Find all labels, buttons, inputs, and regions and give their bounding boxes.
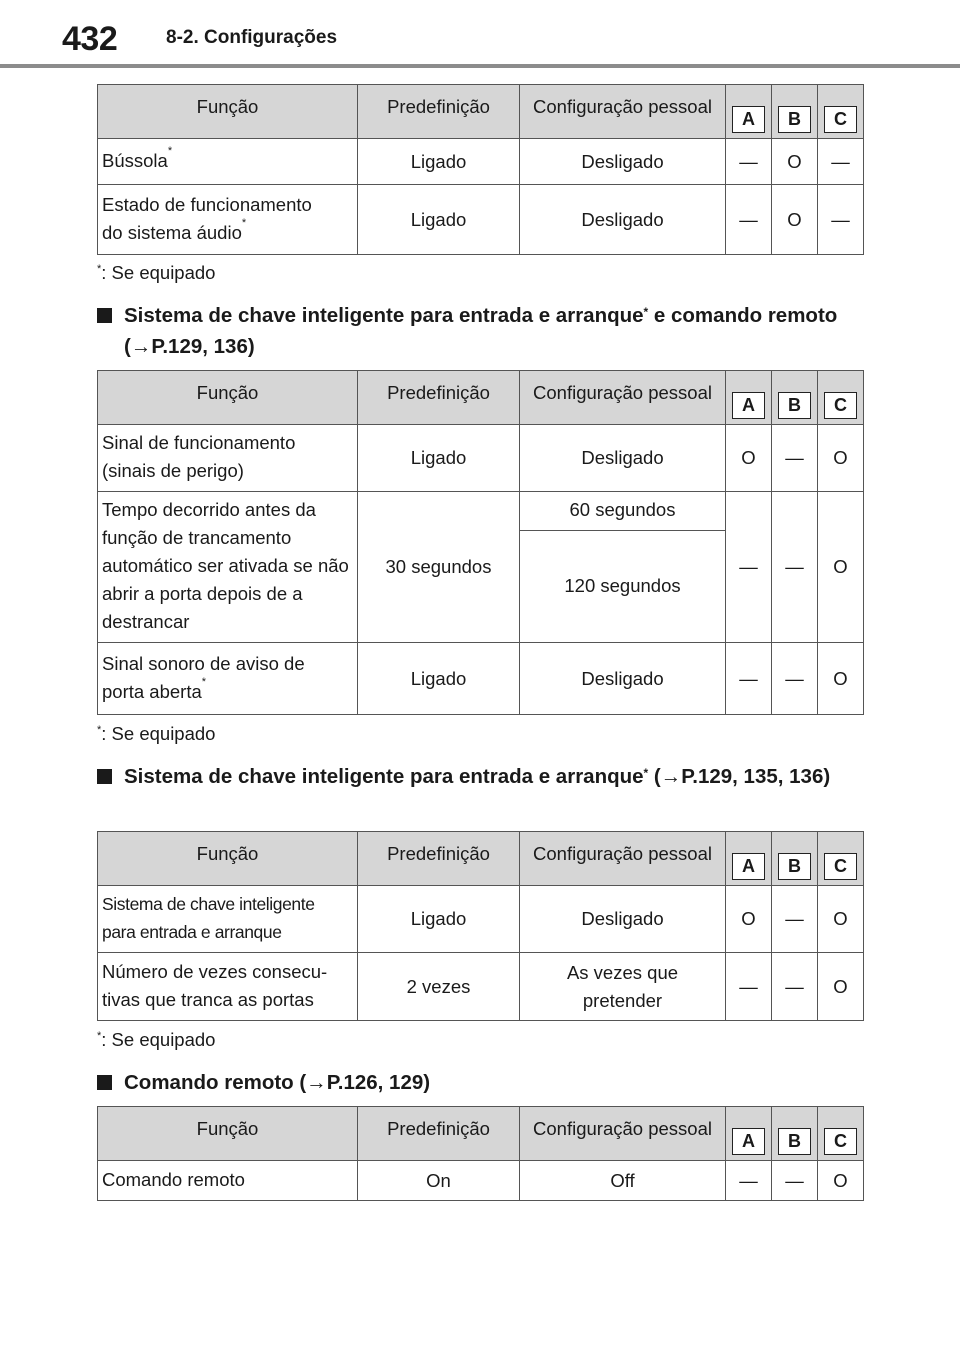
cell-a: —	[726, 492, 772, 643]
cell-configuracao: Desligado	[520, 139, 726, 185]
column-header-b: B	[772, 832, 818, 886]
cell-funcao: Sinal sonoro de aviso de porta aberta*	[98, 643, 358, 715]
column-header-a	[726, 85, 772, 139]
table-header-row	[98, 832, 864, 886]
cell-b: —	[772, 886, 818, 953]
column-header-predefinicao: Predefinição	[358, 832, 520, 886]
square-bullet-icon	[97, 308, 112, 323]
cell-c: —	[818, 185, 864, 255]
cell-configuracao: Desligado	[520, 425, 726, 492]
cell-funcao: Tempo decorrido antes da função de trancamento automático ser ativada se não abrir a porta depois de a destrancar	[98, 492, 358, 643]
settings-table-smart-key	[97, 831, 864, 1021]
cell-b: —	[772, 1161, 818, 1201]
cell-c: O	[818, 953, 864, 1021]
table-row	[98, 643, 864, 715]
table-row	[98, 425, 864, 492]
section-title: 8-2. Configurações	[166, 27, 338, 48]
column-header-a: A	[726, 1107, 772, 1161]
cell-c: O	[818, 425, 864, 492]
table-header-row	[98, 371, 864, 425]
cell-b: O	[772, 139, 818, 185]
cell-c: O	[818, 643, 864, 715]
table-row	[98, 139, 864, 185]
column-header-funcao: Função	[98, 85, 358, 139]
cell-b: —	[772, 953, 818, 1021]
cell-funcao: Número de vezes consecu-tivas que tranca as portas	[98, 953, 358, 1021]
cell-b: —	[772, 643, 818, 715]
cell-configuracao: Desligado	[520, 643, 726, 715]
table-row	[98, 1161, 864, 1201]
cell-configuracao: Desligado	[520, 886, 726, 953]
table-row	[98, 886, 864, 953]
square-bullet-icon	[97, 1075, 112, 1090]
footnote: *: Se equipado	[97, 262, 216, 283]
column-header-predefinicao: Predefinição	[358, 1107, 520, 1161]
cell-predefinicao: Ligado	[358, 425, 520, 492]
subsection-heading-remote: Comando remoto (→P.126, 129)	[97, 1067, 867, 1098]
cell-configuracao-option-1: 60 segundos	[520, 492, 726, 531]
column-header-configuracao: Configuração pessoal	[520, 832, 726, 886]
column-header-b: B	[772, 1107, 818, 1161]
footnote-marker: *	[241, 216, 247, 229]
column-header-predefinicao: Predefinição	[358, 85, 520, 139]
column-header-funcao: Função	[98, 832, 358, 886]
footnote: *: Se equipado	[97, 723, 216, 744]
table-header-row	[98, 1107, 864, 1161]
column-header-funcao: Função	[98, 371, 358, 425]
cell-a: O	[726, 886, 772, 953]
cell-a: O	[726, 425, 772, 492]
column-header-b	[772, 85, 818, 139]
column-header-a: A	[726, 832, 772, 886]
column-a-box: A	[732, 106, 765, 133]
cell-a: —	[726, 643, 772, 715]
footnote: *: Se equipado	[97, 1029, 216, 1050]
cell-predefinicao: On	[358, 1161, 520, 1201]
column-header-b: B	[772, 371, 818, 425]
cell-b: —	[772, 492, 818, 643]
cell-funcao: Sistema de chave inteligente para entrada e arranque	[98, 886, 358, 953]
column-c-box: C	[824, 106, 857, 133]
cell-a: —	[726, 139, 772, 185]
footnote-marker: *	[167, 144, 173, 157]
cell-predefinicao: Ligado	[358, 139, 520, 185]
cell-c: O	[818, 886, 864, 953]
cell-configuracao: As vezes que pretender	[520, 953, 726, 1021]
cell-b: —	[772, 425, 818, 492]
cell-a: —	[726, 953, 772, 1021]
cell-configuracao: Desligado	[520, 185, 726, 255]
column-header-predefinicao: Predefinição	[358, 371, 520, 425]
cell-a: —	[726, 185, 772, 255]
column-b-box: B	[778, 106, 811, 133]
settings-table-remote	[97, 1106, 864, 1201]
cell-c: —	[818, 139, 864, 185]
cell-a: —	[726, 1161, 772, 1201]
table-row	[98, 953, 864, 1021]
cell-c: O	[818, 1161, 864, 1201]
cell-b: O	[772, 185, 818, 255]
column-header-configuracao: Configuração pessoal	[520, 1107, 726, 1161]
cell-funcao: Estado de funcionamento do sistema áudio*	[98, 185, 358, 255]
settings-table-smart-key-remote	[97, 370, 864, 715]
column-header-funcao: Função	[98, 1107, 358, 1161]
cell-configuracao-option-2: 120 segundos	[520, 530, 726, 642]
cell-predefinicao: 2 vezes	[358, 953, 520, 1021]
table-row	[98, 492, 864, 531]
cell-predefinicao: Ligado	[358, 185, 520, 255]
column-header-c	[818, 85, 864, 139]
settings-table-compass-audio	[97, 84, 864, 255]
column-header-configuracao: Configuração pessoal	[520, 371, 726, 425]
subsection-heading-smart-key-remote: Sistema de chave inteligente para entrada e arranque* e comando remoto (→P.129, 136)	[97, 300, 867, 362]
page-number: 432	[62, 20, 118, 58]
subsection-heading-smart-key: Sistema de chave inteligente para entrada e arranque* (→P.129, 135, 136)	[97, 761, 867, 792]
column-header-c: C	[818, 371, 864, 425]
square-bullet-icon	[97, 769, 112, 784]
table-row	[98, 185, 864, 255]
header-divider	[0, 64, 960, 68]
page-header	[0, 0, 960, 70]
cell-funcao: Comando remoto	[98, 1161, 358, 1201]
table-header-row	[98, 85, 864, 139]
cell-funcao: Bússola*	[98, 139, 358, 185]
column-header-c: C	[818, 1107, 864, 1161]
cell-predefinicao: Ligado	[358, 886, 520, 953]
cell-funcao: Sinal de funcionamento (sinais de perigo)	[98, 425, 358, 492]
cell-c: O	[818, 492, 864, 643]
cell-predefinicao: Ligado	[358, 643, 520, 715]
column-header-configuracao: Configuração pessoal	[520, 85, 726, 139]
column-header-a: A	[726, 371, 772, 425]
cell-predefinicao: 30 segundos	[358, 492, 520, 643]
cell-configuracao: Off	[520, 1161, 726, 1201]
column-header-c: C	[818, 832, 864, 886]
